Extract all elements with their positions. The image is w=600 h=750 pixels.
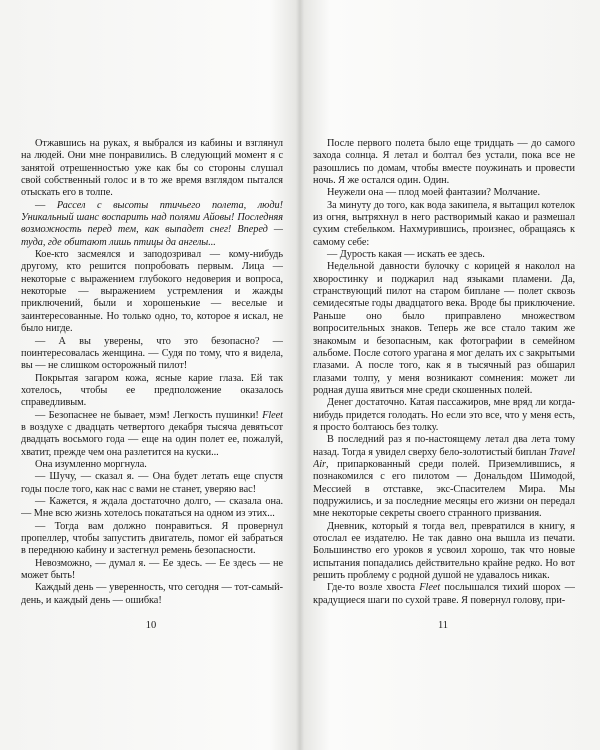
left-page-text — [21, 138, 283, 608]
text-run: — Безопаснее не бывает, мэм! Легкость пушинки! — [35, 409, 263, 421]
text-run: — Шучу, — сказал я. — Она будет летать еще спустя годы после того, как нас с вами не станет, уверяю вас! — [21, 471, 283, 495]
text-run: Кое-кто засмеялся и заподозривал — кому-нибудь другому, кто решится попробовать первым. Лица — некоторые с выражением глубокого недоверия и вопроса, некоторые — выражением устремления и жажды приключений, были и хорошенькие — веселые и заинтересованные. Но только одно, то, которое я искал, не было нигде. — [21, 249, 283, 335]
paragraph — [21, 249, 283, 335]
italic-text: Travel Air — [313, 446, 575, 470]
paragraph — [21, 200, 283, 249]
text-run: В последний раз я по-настоящему летал два лета тому назад. Тогда я увидел сверху бело-золотистый биплан — [313, 434, 575, 458]
paragraph — [21, 471, 283, 496]
paragraph — [313, 582, 575, 607]
paragraph — [313, 397, 575, 434]
text-run: послышался тихий шорох — крадущиеся шаги по сухой траве. Я повернул голову, при- — [313, 582, 575, 606]
text-run: После первого полета было еще тридцать — до самого захода солнца. Я летал и болтал без устали, пока все не разошлись по домам, чтобы вместе поужинать и провести ночь. Я же остался один. Один. — [313, 138, 575, 187]
text-run: , припаркованный среди полей. Приземлившись, я познакомился с его пилотом — Дональдом Шимодой, Мессией в отставке, экс-Спасителем Мира. Мы подружились, и за последние месяцы его жизни он передал мне некоторые секреты своего странного призвания. — [313, 458, 575, 520]
italic-text: Рассел с высоты птичьего полета, люди! Уникальный шанс воспарить над полями Айовы! Последняя возможность перед тем, как выпадет снег! Вперед — туда, где обитают лишь птицы да ангелы... — [21, 199, 283, 248]
text-run: — Кажется, я ждала достаточно долго, — сказала она. — Мне всю жизнь хотелось покататься на одном из этих... — [21, 495, 283, 520]
paragraph — [21, 521, 283, 558]
italic-text: Fleet — [419, 582, 441, 594]
text-run: Денег достаточно. Катая пассажиров, мне вряд ли когда-нибудь придется голодать. Но если это все, что у меня есть, я просто болтаюсь без толку. — [313, 397, 575, 433]
right-page-text — [313, 138, 575, 608]
text-run: — Тогда вам должно понравиться. Я провернул пропеллер, чтобы запустить двигатель, помог ей забраться в переднюю кабину и застегнул ремень безопасности. — [21, 520, 283, 557]
text-run: Отжавшись на руках, я выбрался из кабины и взглянул на людей. Они мне понравились. В следующий момент я с занятой отрешенностью уже как бы со стороны слушал свой собственный голос и в то же время взглядом пытался отыскать его в толпе. — [21, 138, 283, 199]
paragraph — [313, 249, 575, 261]
paragraph — [313, 200, 575, 249]
text-run: — — [35, 199, 57, 211]
text-run: — Дурость какая — искать ее здесь. — [327, 249, 485, 261]
text-run: Каждый день — уверенность, что сегодня — тот-самый-день, и каждый день — ошибка! — [21, 582, 283, 606]
text-run: За минуту до того, как вода закипела, я вытащил котелок из огня, вытряхнул в него растворимый какао и размешал сухим стебельком. Нахмурившись, произнес, обращаясь к самому себе: — [313, 199, 575, 248]
paragraph — [21, 336, 283, 373]
text-run: Недельной давности булочку с корицей я наколол на хворостинку и поджарил над языками пламени. Да, странствующий пилот на старом биплане — полет сквозь семидесятые годы двадцатого века. Вроде бы приключение. Раньше оно было приправлено множеством вопросительных знаков. Теперь же все стало таким же знакомым и безопасным, как фотографии в семейном альбоме. После сотого урагана я мог делать их с закрытыми глазами. А после того, как я в тысячный раз обшарил глазами толпу, у меня возникают сомнения: может ли родная душа явиться мне среди скошенных полей. — [313, 261, 575, 396]
paragraph — [21, 459, 283, 471]
paragraph — [313, 138, 575, 187]
text-run: Невозможно, — думал я. — Ее здесь. — Ее здесь — не может быть! — [21, 557, 283, 582]
paragraph — [313, 434, 575, 520]
text-run: Она изумленно моргнула. — [35, 458, 147, 470]
paragraph — [21, 373, 283, 410]
paragraph — [21, 582, 283, 607]
paragraph — [21, 410, 283, 459]
paragraph — [21, 558, 283, 583]
left-page-number: 10 — [145, 620, 157, 631]
paragraph — [313, 261, 575, 397]
text-run: Покрытая загаром кожа, ясные карие глаза. Ей так хотелось, чтобы ее предположение оказалось справедливым. — [21, 372, 283, 409]
text-run: Неужели она — плод моей фантазии? Молчание. — [327, 187, 540, 199]
paragraph — [313, 521, 575, 583]
italic-text: Fleet — [262, 409, 283, 421]
text-run: Дневник, который я тогда вел, превратился в книгу, я отослал ее издателю. Не так давно она вышла из печати. Большинство его уроков я усвоил хорошо, так что новые испытания попадались действительно крайне редко. Но вот решить проблему с родной душой не удавалось никак. — [313, 520, 575, 582]
paragraph — [21, 138, 283, 200]
paragraph — [313, 187, 575, 199]
paragraph — [21, 496, 283, 521]
text-run: Где-то возле хвоста — [327, 582, 420, 594]
right-page-number: 11 — [437, 620, 449, 631]
text-run: — А вы уверены, что это безопасно? — поинтересовалась женщина. — Судя по тому, что я видела, вы — не слишком осторожный пилот! — [21, 335, 283, 372]
text-run: в воздухе с двадцать четвертого декабря тысяча девятьсот двадцать восьмого года — еще на один полет ее, пожалуй, хватит, прежде чем она разлетится на куски... — [21, 421, 283, 458]
